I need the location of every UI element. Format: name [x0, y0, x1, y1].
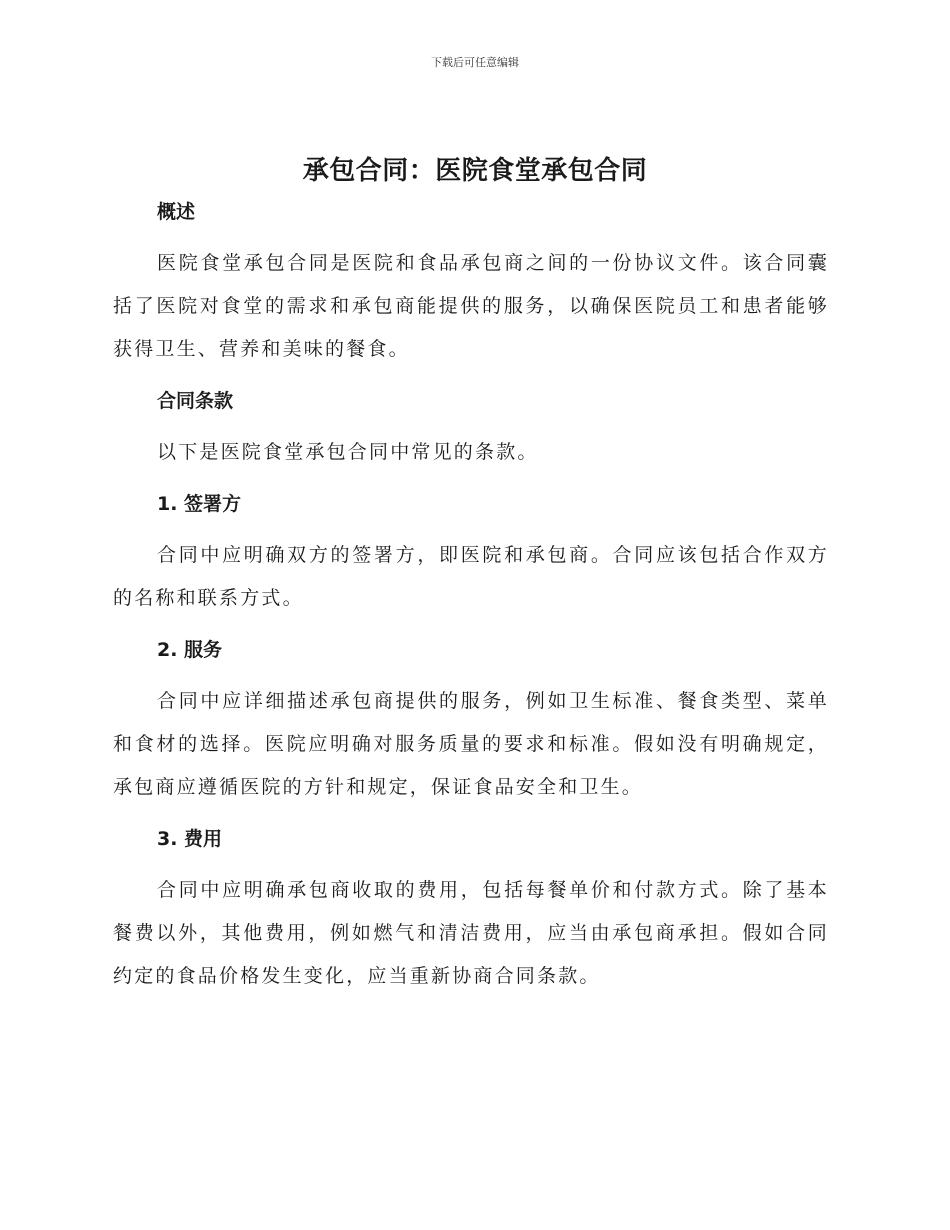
document-body — [113, 196, 829, 998]
heading-services: 2. 服务 — [157, 639, 223, 661]
paragraph-services: 合同中应详细描述承包商提供的服务，例如卫生标准、餐食类型、菜单和食材的选择。医院应明确对服务质量的要求和标准。假如没有明确规定，承包商应遵循医院的方针和规定，保证食品安全和卫生。 — [113, 690, 829, 798]
paragraph-signatories: 合同中应明确双方的签署方，即医院和承包商。合同应该包括合作双方的名称和联系方式。 — [113, 544, 829, 609]
document-title: 承包合同：医院食堂承包合同 — [302, 156, 648, 186]
paragraph-contract-terms: 以下是医院食堂承包合同中常见的条款。 — [157, 441, 539, 463]
heading-signatories: 1. 签署方 — [157, 493, 242, 515]
paragraph-fees: 合同中应明确承包商收取的费用，包括每餐单价和付款方式。除了基本餐费以外，其他费用，例如燃气和清洁费用，应当由承包商承担。假如合同约定的食品价格发生变化，应当重新协商合同条款。 — [113, 879, 829, 987]
paragraph-overview: 医院食堂承包合同是医院和食品承包商之间的一份协议文件。该合同囊括了医院对食堂的需求和承包商能提供的服务，以确保医院员工和患者能够获得卫生、营养和美味的餐食。 — [113, 252, 829, 360]
heading-contract-terms: 合同条款 — [157, 390, 234, 412]
header-note: 下载后可任意编辑 — [431, 56, 519, 69]
heading-fees: 3. 费用 — [157, 828, 223, 850]
heading-overview: 概述 — [157, 201, 196, 223]
